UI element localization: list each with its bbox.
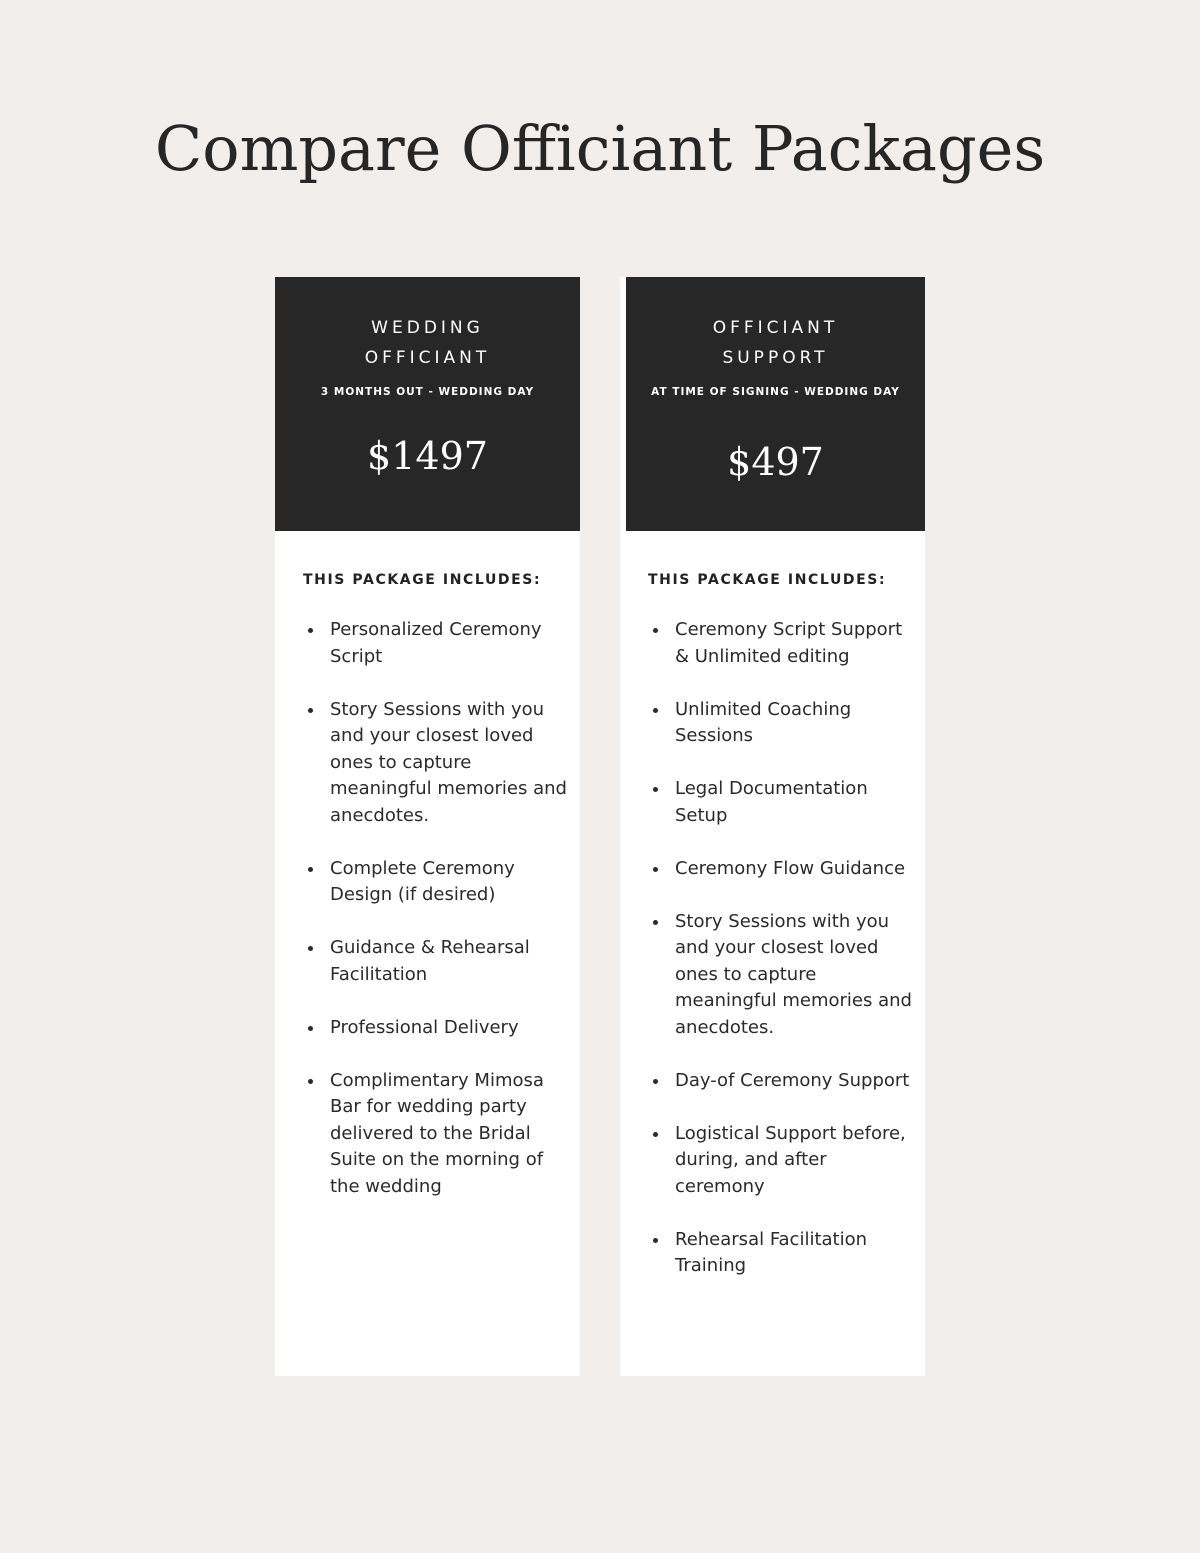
feature-text: Unlimited Coaching Sessions [675, 698, 852, 746]
feature-list [675, 617, 915, 1306]
list-item [675, 776, 915, 829]
feature-text: Logistical Support before, during, and after ceremony [675, 1122, 906, 1197]
feature-text: Story Sessions with you and your closest loved ones to capture meaningful memories and anecdotes. [675, 910, 912, 1038]
list-item [330, 1068, 570, 1201]
list-item [675, 697, 915, 750]
package-price: $1497 [367, 434, 488, 478]
feature-text: Professional Delivery [330, 1016, 519, 1038]
feature-text: Ceremony Flow Guidance [675, 857, 906, 879]
feature-text: Rehearsal Facilitation Training [675, 1228, 868, 1276]
package-name-line: OFFICIANT [712, 318, 839, 338]
package-name-line: SUPPORT [722, 348, 829, 368]
feature-text: Day-of Ceremony Support [675, 1069, 910, 1091]
list-item [675, 1121, 915, 1201]
list-item [675, 617, 915, 670]
feature-text: Legal Documentation Setup [675, 778, 868, 826]
list-item [675, 1068, 915, 1095]
list-item [675, 909, 915, 1042]
package-header [275, 277, 580, 531]
list-item [330, 935, 570, 988]
list-item [330, 856, 570, 909]
feature-text: Complete Ceremony Design (if desired) [330, 857, 515, 905]
package-header [626, 277, 925, 531]
feature-text: Personalized Ceremony Script [330, 619, 542, 667]
package-name [626, 313, 925, 373]
package-card-officiant-support [620, 277, 925, 1376]
package-card-wedding-officiant [275, 277, 580, 1376]
list-item [675, 1227, 915, 1280]
package-name [275, 313, 580, 373]
feature-list [330, 617, 570, 1227]
feature-text: Ceremony Script Support & Unlimited editing [675, 619, 903, 667]
list-item [330, 617, 570, 670]
feature-text: Story Sessions with you and your closest loved ones to capture meaningful memories and anecdotes. [330, 698, 567, 826]
list-item [330, 697, 570, 830]
package-price: $497 [727, 440, 824, 484]
feature-text: Guidance & Rehearsal Facilitation [330, 937, 530, 985]
includes-heading: THIS PACKAGE INCLUDES: [303, 572, 542, 588]
page-title: Compare Officiant Packages [154, 112, 1046, 185]
includes-heading: THIS PACKAGE INCLUDES: [648, 572, 887, 588]
package-name-line: OFFICIANT [364, 348, 491, 368]
list-item [330, 1015, 570, 1042]
package-timeframe: 3 MONTHS OUT - WEDDING DAY [320, 386, 535, 398]
list-item [675, 856, 915, 883]
package-name-line: WEDDING [371, 318, 484, 338]
feature-text: Complimentary Mimosa Bar for wedding party delivered to the Bridal Suite on the morning of the wedding [330, 1069, 544, 1197]
package-timeframe: AT TIME OF SIGNING - WEDDING DAY [651, 386, 900, 398]
